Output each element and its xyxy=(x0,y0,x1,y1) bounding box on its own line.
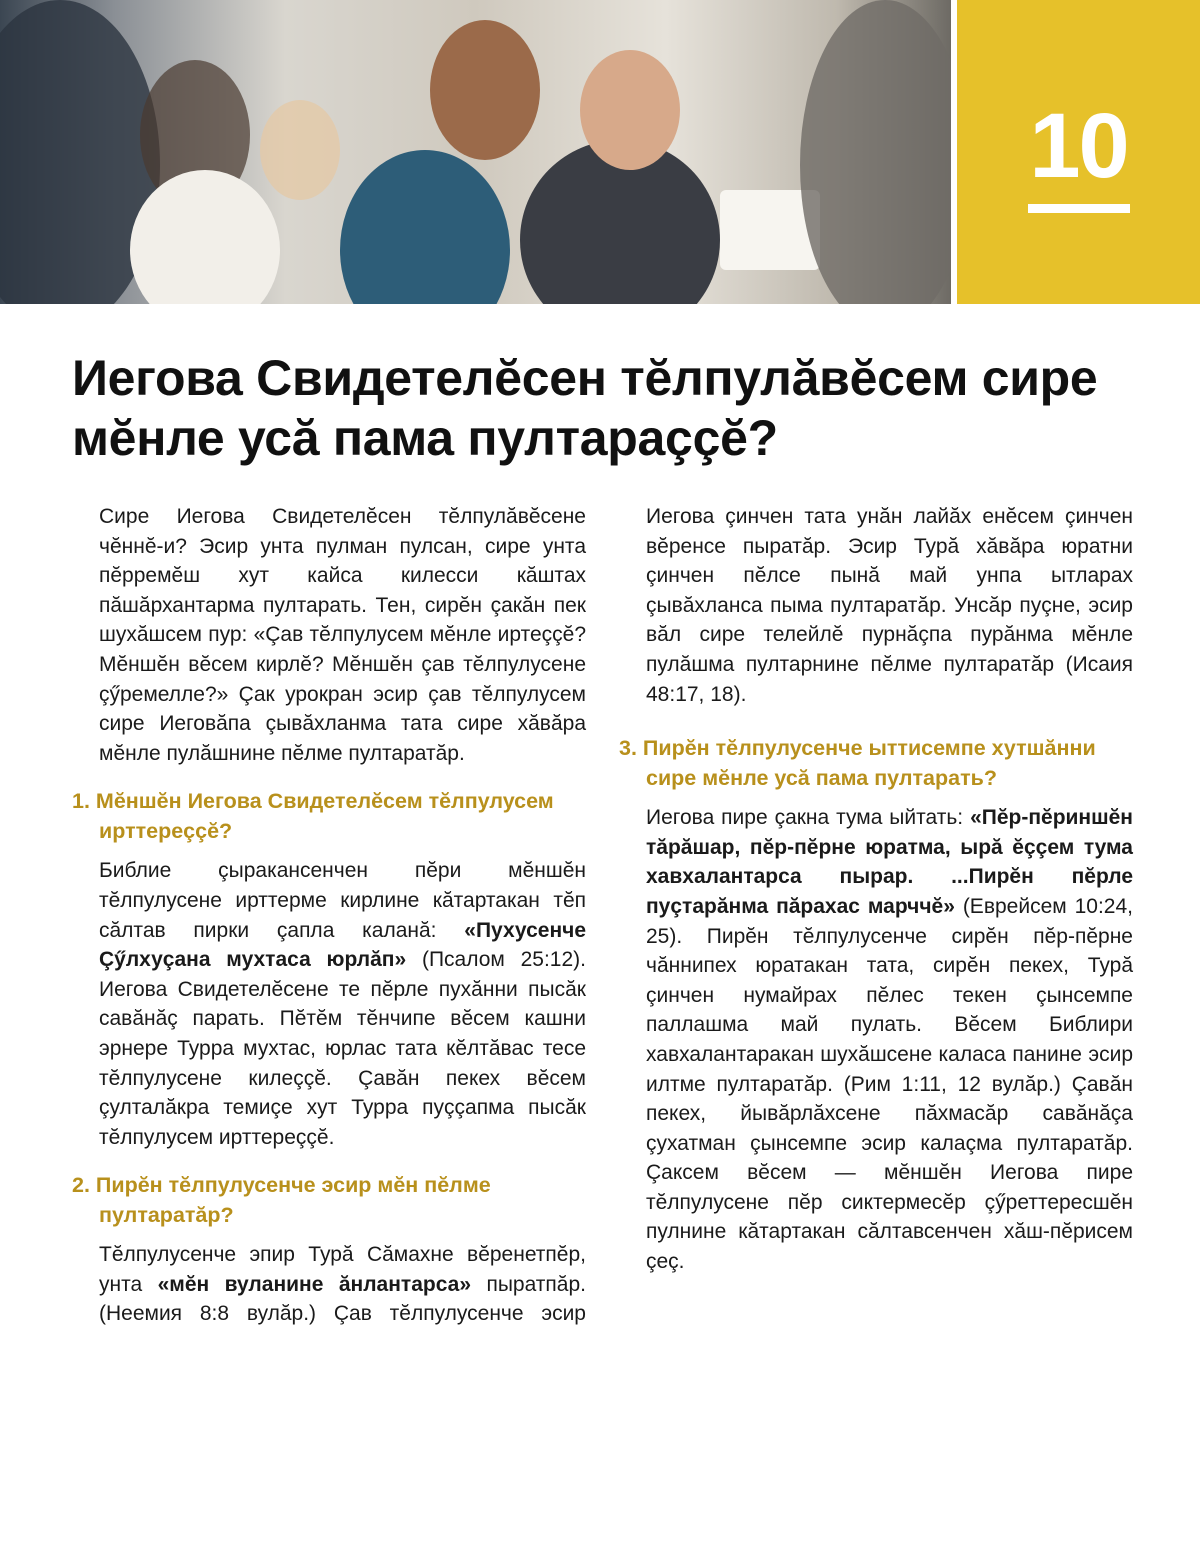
section-heading-1: 1. Мӗншӗн Иегова Свидетелӗсем тӗлпулусем ирттереççӗ? xyxy=(72,789,554,844)
section-heading-2: 2. Пирӗн тӗлпулусенче эсир мӗн пӗлме пултаратӑр? xyxy=(72,1173,491,1228)
text: Тӗлпулусенче эпир Турӑ Сӑмахне вӗренетпӗр, унта xyxy=(99,1243,586,1296)
page-title: Иегова Свидетелӗсен тӗлпулӑвӗсем сире мӗнле усӑ пама пултараççӗ? xyxy=(72,350,1098,466)
header-photo-congregation-meeting xyxy=(0,0,951,304)
section-2-paragraph xyxy=(99,1240,586,1329)
scripture-quote: «мӗн вуланине ӑнлантарса» xyxy=(157,1272,471,1296)
text: (Еврейсем 10:24, 25). Пирӗн тӗлпулусенче сирӗн пӗр-пӗрне чӑннипех юратакан тата, сирӗн пекех, Турӑ çинчен нумайрах пӗлес текен çынсемпе паллашма май пулать. Вӗсем Библири хавхалантаракан шухӑшсене каласа панине эсир илтме пултаратӑр. (Рим 1:11, 12 вулӑр.) Çавӑн пекех, йывӑрлӑхсене пӑхмасӑр савӑнӑçа çухатман çынсемпе эсир калаçма пултаратӑр. Çаксем вӗсем — мӗншӗн Иегова пире тӗлпулусене пӗр сиктермесӗр çӳреттересшӗн пулнине кӑтартакан сӑлтавсенчен хӑш-пӗрисем çеç. xyxy=(646,894,1133,1274)
section-heading-3: 3. Пирӗн тӗлпулусенче ыттисемпе хутшӑнни сире мӗнле усӑ пама пултарать? xyxy=(619,736,1096,791)
lesson-number-badge xyxy=(957,0,1200,304)
scripture-quote: «Пухусенче Çӳлхуçана мухтаса юрлӑп» xyxy=(99,918,586,972)
left-column xyxy=(72,502,586,1347)
text: Иегова пире çакна тума ыйтать: xyxy=(646,806,971,830)
right-column xyxy=(619,502,1133,1295)
scripture-quote: «Пӗр-пӗриншӗн тӑрӑшар, пӗр-пӗрне юратма, ырӑ ӗççем тума хавхалантарса пырар. ...Пирӗн пӗрле пуçтарӑнма пӑрахас марччӗ» xyxy=(646,806,1133,918)
text: (Псалом 25:12). Иегова Свидетелӗсене те пӗрле пухӑнни пысӑк савӑнӑç парать. Пӗтӗм тӗнчипе вӗсем кашни эрнере Турра мухтас, юрлас тата кӗлтӑвас тесе тӗлпулусене килеççӗ. Çавӑн пекех вӗсем çулталӑкра темиçе хут Турра пуççапма пысӑк тӗлпулусем ирттереççӗ. xyxy=(99,948,586,1149)
section-2-paragraph-continued: Иегова çинчен тата унӑн лайӑх енӗсем çинчен вӗренсе пыратӑр. Эсир Турӑ хӑвӑра юратни çинчен пӗлсе пынӑ май унпа ытларах çывӑхланса пыма пултаратӑр. Унсӑр пуçне, эсир вӑл сире телейлӗ пурнӑçпа пурӑнма мӗнле пулӑшма пултарнине пӗлме пултаратӑр (Исаия 48:17, 18). xyxy=(646,505,1133,706)
lesson-number: 10 xyxy=(1029,95,1128,197)
text: пыратпӑр. (Неемия 8:8 вулӑр.) Çав тӗлпулусенче эсир xyxy=(99,1272,586,1326)
lesson-number-underline xyxy=(1028,204,1130,213)
section-3-paragraph xyxy=(646,803,1133,1277)
intro-paragraph: Сире Иегова Свидетелӗсен тӗлпулӑвӗсене чӗннӗ-и? Эсир унта пулман пулсан, сире унта пӗрремӗш хут кайса килесси кӑштах пӑшӑрхантарма пултарать. Тен, сирӗн çакӑн пек шухӑшсем пур: «Çав тӗлпулусем мӗнле иртеççӗ? Мӗншӗн вӗсем кирлӗ? Мӗншӗн çав тӗлпулусене çӳремелле?» Çак урокран эсир çав тӗлпулусем сире Иеговӑпа çывӑхланма тата сире хӑвӑра мӗнле пулӑшнине пӗлме пултаратӑр. xyxy=(99,505,586,765)
text: Библие çыракансенчен пӗри мӗншӗн тӗлпулусене ирттерме кирлине кӑтартакан тӗп сӑлтав пирки çапла каланӑ: xyxy=(99,859,586,942)
section-1-paragraph xyxy=(99,856,586,1152)
